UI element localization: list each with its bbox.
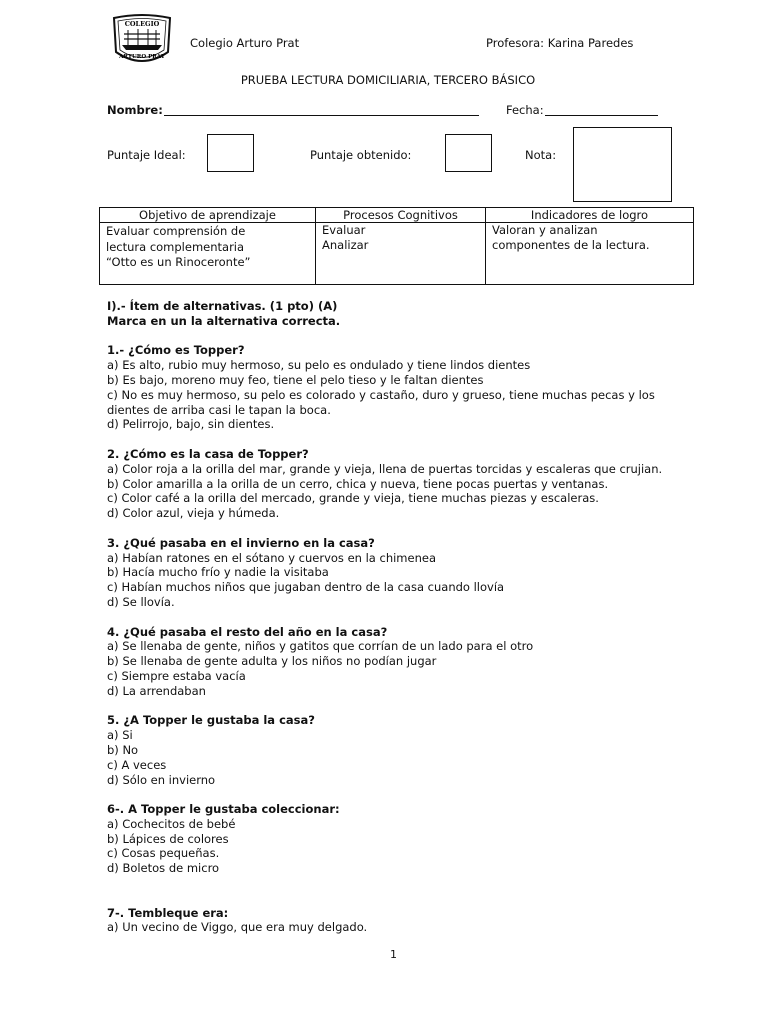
obtained-score-label: Puntaje obtenido: [310,148,412,162]
question-option[interactable]: c) Cosas pequeñas. [107,846,220,861]
question-option[interactable]: c) No es muy hermoso, su pelo es colorado y castaño, duro y grueso, tiene muchas pecas y los [107,387,655,402]
question-option[interactable]: d) Sólo en invierno [107,772,216,787]
question-option[interactable]: d) Boletos de micro [107,861,220,876]
question-title: 1.- ¿Cómo es Topper? [107,343,245,358]
question-option[interactable]: c) A veces [107,757,167,772]
objective-cell [100,223,316,285]
logo-text-top: COLEGIO [124,20,160,28]
school-logo [108,12,176,68]
objective-line: Evaluar comprensión de [106,224,246,238]
page-title: PRUEBA LECTURA DOMICILIARIA, TERCERO BÁSICO [240,73,536,87]
question-option[interactable]: a) Color roja a la orilla del mar, grande y vieja, llena de puertas torcidas y escaleras que crujian. [107,461,663,476]
question-option[interactable]: d) Se llovía. [107,594,175,609]
question-title: 2. ¿Cómo es la casa de Topper? [107,446,309,461]
question-option[interactable]: d) Pelirrojo, bajo, sin dientes. [107,417,275,432]
question-option[interactable]: a) Se llenaba de gente, niños y gatitos que corrían de un lado para el otro [107,639,534,654]
teacher-name: Profesora: Karina Paredes [486,36,634,50]
question-option[interactable]: a) Si [107,728,133,743]
question-option[interactable]: c) Habían muchos niños que jugaban dentro de la casa cuando llovía [107,580,505,595]
obtained-score-box[interactable] [445,134,492,172]
ideal-score-box[interactable] [207,134,254,172]
name-field[interactable] [164,104,479,116]
grade-box[interactable] [573,127,672,202]
indicator-line: componentes de la lectura. [492,238,650,252]
page-number: 1 [390,948,397,961]
question-option[interactable]: d) Color azul, vieja y húmeda. [107,506,280,521]
questions-section [107,299,707,935]
process-line: Evaluar [322,223,366,237]
question-option[interactable]: b) Se llenaba de gente adulta y los niños no podían jugar [107,654,437,669]
grade-label: Nota: [525,148,557,162]
question-option[interactable]: a) Es alto, rubio muy hermoso, su pelo es ondulado y tiene lindos dientes [107,358,531,373]
question-option[interactable]: b) Es bajo, moreno muy feo, tiene el pelo tieso y le faltan dientes [107,372,484,387]
date-label: Fecha: [506,103,544,117]
section-instruction: Marca en un la alternativa correcta. [107,313,341,328]
question-option: dientes de arriba casi le tapan la boca. [107,402,331,417]
question-option[interactable]: d) La arrendaban [107,683,206,698]
section-title: I).- Ítem de alternativas. (1 pto) (A) [107,299,338,313]
question-option[interactable]: b) Color amarilla a la orilla de un cerro, chica y nueva, tiene pocas puertas y ventanas. [107,476,609,491]
question-option[interactable]: a) Cochecitos de bebé [107,816,236,831]
question-title: 3. ¿Qué pasaba en el invierno en la casa? [107,535,375,550]
question-option[interactable]: a) Un vecino de Viggo, que era muy delgado. [107,920,368,935]
question-title: 4. ¿Qué pasaba el resto del año en la casa? [107,624,388,639]
objective-line: lectura complementaria [106,239,245,254]
header-objective: Objetivo de aprendizaje [100,208,316,223]
logo-text-bottom: ARTURO PRAT [119,54,165,60]
question-title: 7-. Tembleque era: [107,905,229,920]
indicator-line: Valoran y analizan [492,223,598,237]
name-label: Nombre: [107,103,163,117]
question-title: 6-. A Topper le gustaba coleccionar: [107,802,340,817]
question-option[interactable]: b) Lápices de colores [107,831,229,846]
question-option[interactable]: b) No [107,742,139,757]
header-indicators: Indicadores de logro [486,208,694,223]
question-option[interactable]: b) Hacía mucho frío y nadie la visitaba [107,565,329,580]
question-option[interactable]: a) Habían ratones en el sótano y cuervos en la chimenea [107,550,436,565]
process-line: Analizar [322,237,369,252]
date-field[interactable] [545,104,658,116]
ideal-score-label: Puntaje Ideal: [107,148,186,162]
school-name: Colegio Arturo Prat [190,36,300,50]
indicators-cell [486,223,694,285]
objective-line: “Otto es un Rinoceronte” [106,255,251,269]
processes-cell [316,223,486,285]
header-processes: Procesos Cognitivos [316,208,486,223]
objectives-table [99,207,694,285]
question-option[interactable]: c) Color café a la orilla del mercado, grande y vieja, tiene muchas piezas y escaleras. [107,491,599,506]
question-title: 5. ¿A Topper le gustaba la casa? [107,713,315,728]
question-option[interactable]: c) Siempre estaba vacía [107,668,246,683]
